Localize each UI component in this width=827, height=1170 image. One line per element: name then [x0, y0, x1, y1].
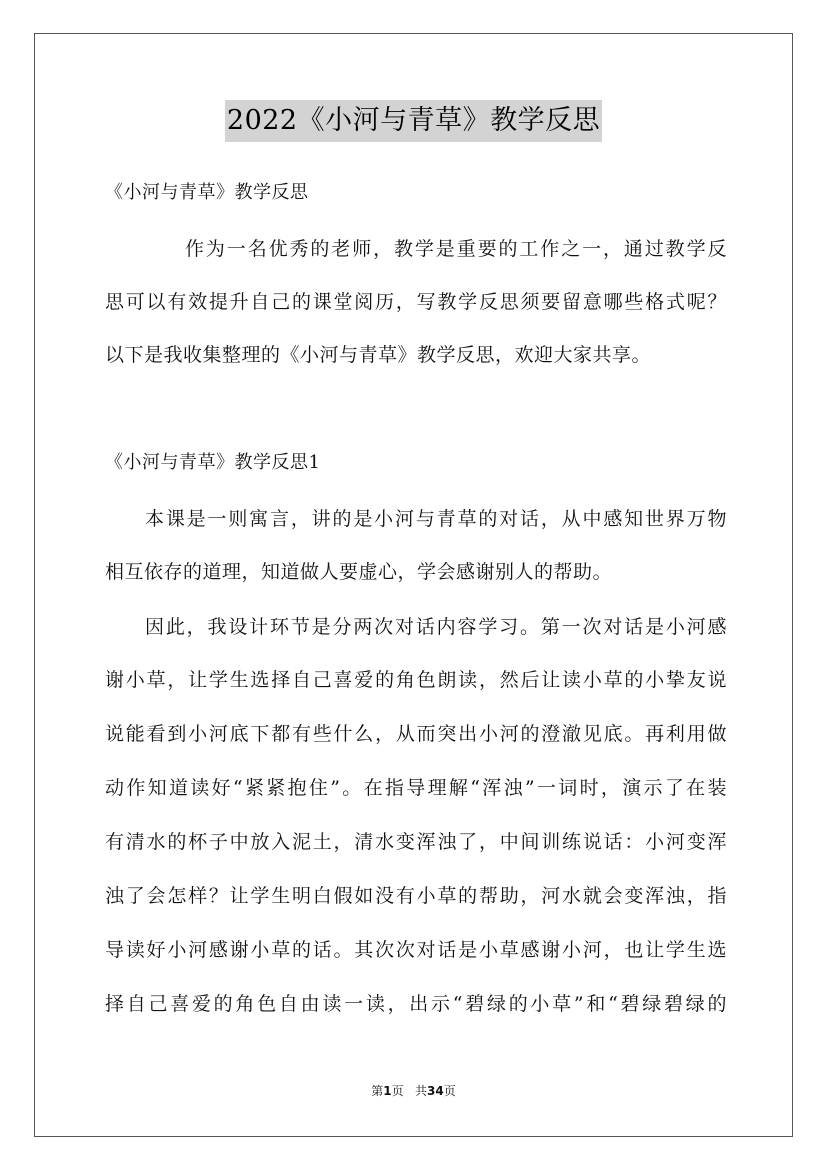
document-title [0, 100, 827, 142]
footer-page-number: 1 [383, 1084, 392, 1098]
intro-line-1: 作为一名优秀的老师，教学是重要的工作之一，通过教学反 [185, 238, 727, 260]
para-2-line-2: 谢小草，让学生选择自己喜爱的角色朗读，然后让读小草的小挚友说 [105, 669, 727, 691]
footer-prefix: 第 [371, 1084, 384, 1098]
document-subtitle: 《小河与青草》教学反思 [105, 182, 309, 203]
para-1-line-2: 相互依存的道理，知道做人要虚心，学会感谢别人的帮助。 [105, 561, 613, 583]
intro-line-3: 以下是我收集整理的《小河与青草》教学反思，欢迎大家共享。 [105, 344, 652, 366]
section-1-heading: 《小河与青草》教学反思1 [105, 452, 321, 473]
footer-total-pages: 34 [427, 1084, 444, 1098]
para-2-line-5: 有清水的杯子中放入泥土，清水变浑浊了，中间训练说话：小河变浑 [105, 831, 727, 853]
para-2-line-8: 择自己喜爱的角色自由读一读，出示“碧绿的小草”和“碧绿碧绿的 [105, 993, 727, 1015]
para-2-line-4: 动作知道读好“紧紧抱住”。在指导理解“浑浊”一词时，演示了在装 [105, 777, 727, 799]
intro-line-2: 思可以有效提升自己的课堂阅历，写教学反思须要留意哪些格式呢？ [105, 291, 727, 313]
para-2-line-6: 浊了会怎样？让学生明白假如没有小草的帮助，河水就会变浑浊，指 [105, 885, 727, 907]
para-2-line-1: 因此，我设计环节是分两次对话内容学习。第一次对话是小河感 [145, 616, 727, 638]
page-footer [0, 1082, 827, 1099]
para-2-line-7: 导读好小河感谢小草的话。其次次对话是小草感谢小河，也让学生选 [105, 939, 727, 961]
footer-suffix: 页 [443, 1084, 456, 1098]
document-title-text: 2022《小河与青草》教学反思 [225, 100, 602, 142]
para-2-line-3: 说能看到小河底下都有些什么，从而突出小河的澄澈见底。再利用做 [105, 723, 727, 745]
footer-middle: 页 共 [391, 1084, 428, 1098]
para-1-line-1: 本课是一则寓言，讲的是小河与青草的对话，从中感知世界万物 [145, 508, 727, 530]
